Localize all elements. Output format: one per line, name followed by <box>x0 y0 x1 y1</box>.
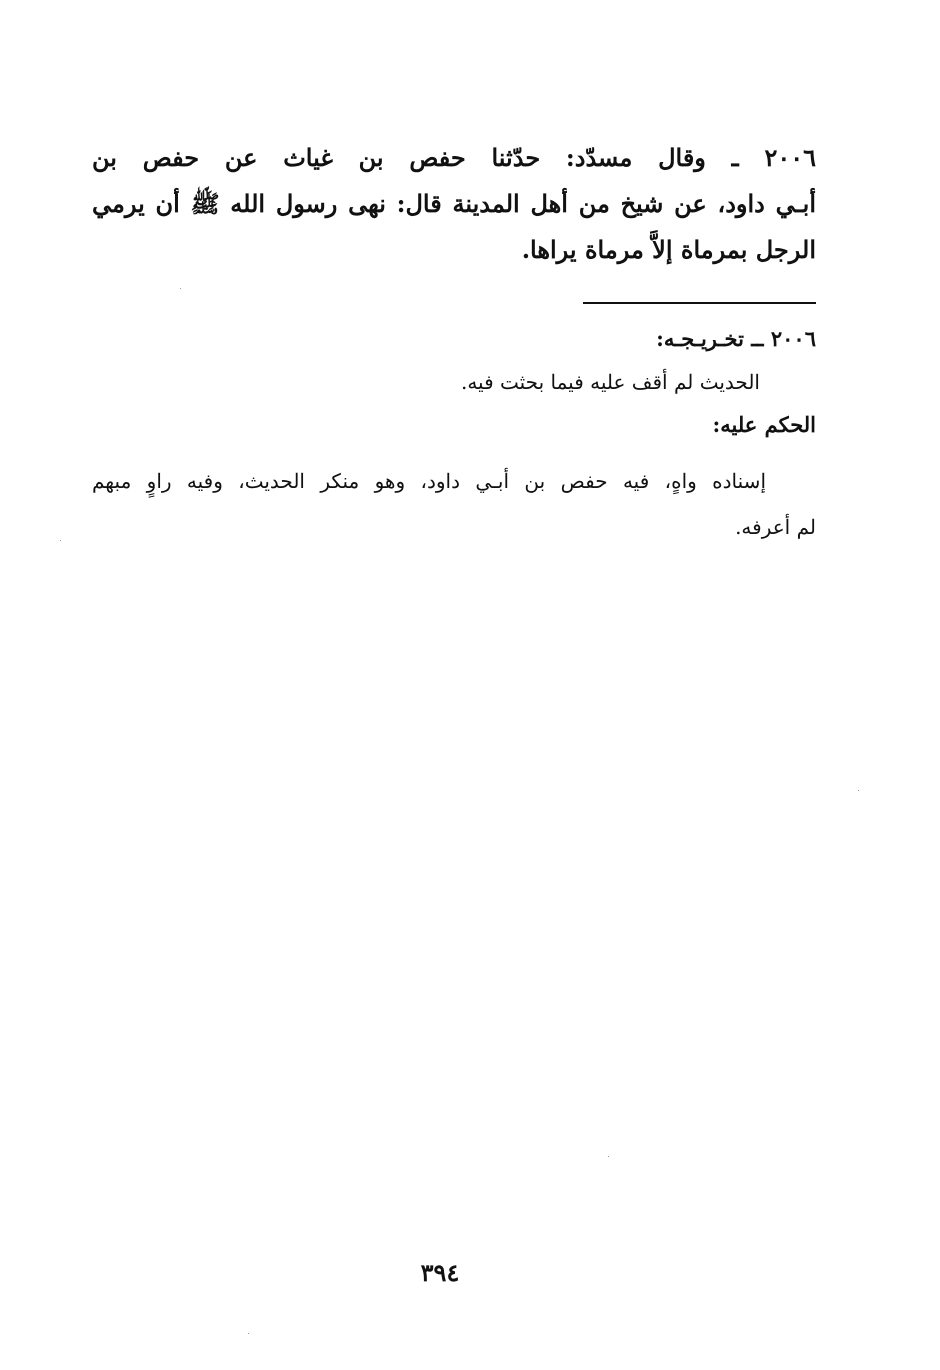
hadith-line-3: الرجل بمرماة إلاَّ مرماة يراها. <box>521 235 816 264</box>
page-number: ٣٩٤ <box>420 1258 460 1287</box>
footnote-separator <box>583 302 816 304</box>
scan-speck <box>608 1156 609 1157</box>
hadith-text <box>92 135 816 273</box>
scan-speck <box>180 288 181 289</box>
scan-speck <box>60 540 61 541</box>
takhrij-heading: ٢٠٠٦ ــ تخـريـجـه: <box>656 326 816 351</box>
ruling-line-2: لم أعرفه. <box>735 515 816 539</box>
ruling-line-1: إسناده واهٍ، فيه حفص بن أبـي داود، وهو منكر الحديث، وفيه راوٍ مبهم <box>92 469 766 493</box>
scan-speck <box>248 1333 249 1334</box>
ruling-text <box>92 458 816 550</box>
scan-speck <box>858 790 859 791</box>
hadith-line-1: ٢٠٠٦ ـ وقال مسدّد: حدّثنا حفص بن غياث عن حفص بن <box>92 143 816 172</box>
takhrij-text: الحديث لم أقف عليه فيما بحثت فيه. <box>460 370 760 394</box>
ruling-heading: الحكم عليه: <box>712 412 816 437</box>
hadith-line-2: أبـي داود، عن شيخ من أهل المدينة قال: نهى رسول الله ﷺ أن يرمي <box>92 189 817 218</box>
